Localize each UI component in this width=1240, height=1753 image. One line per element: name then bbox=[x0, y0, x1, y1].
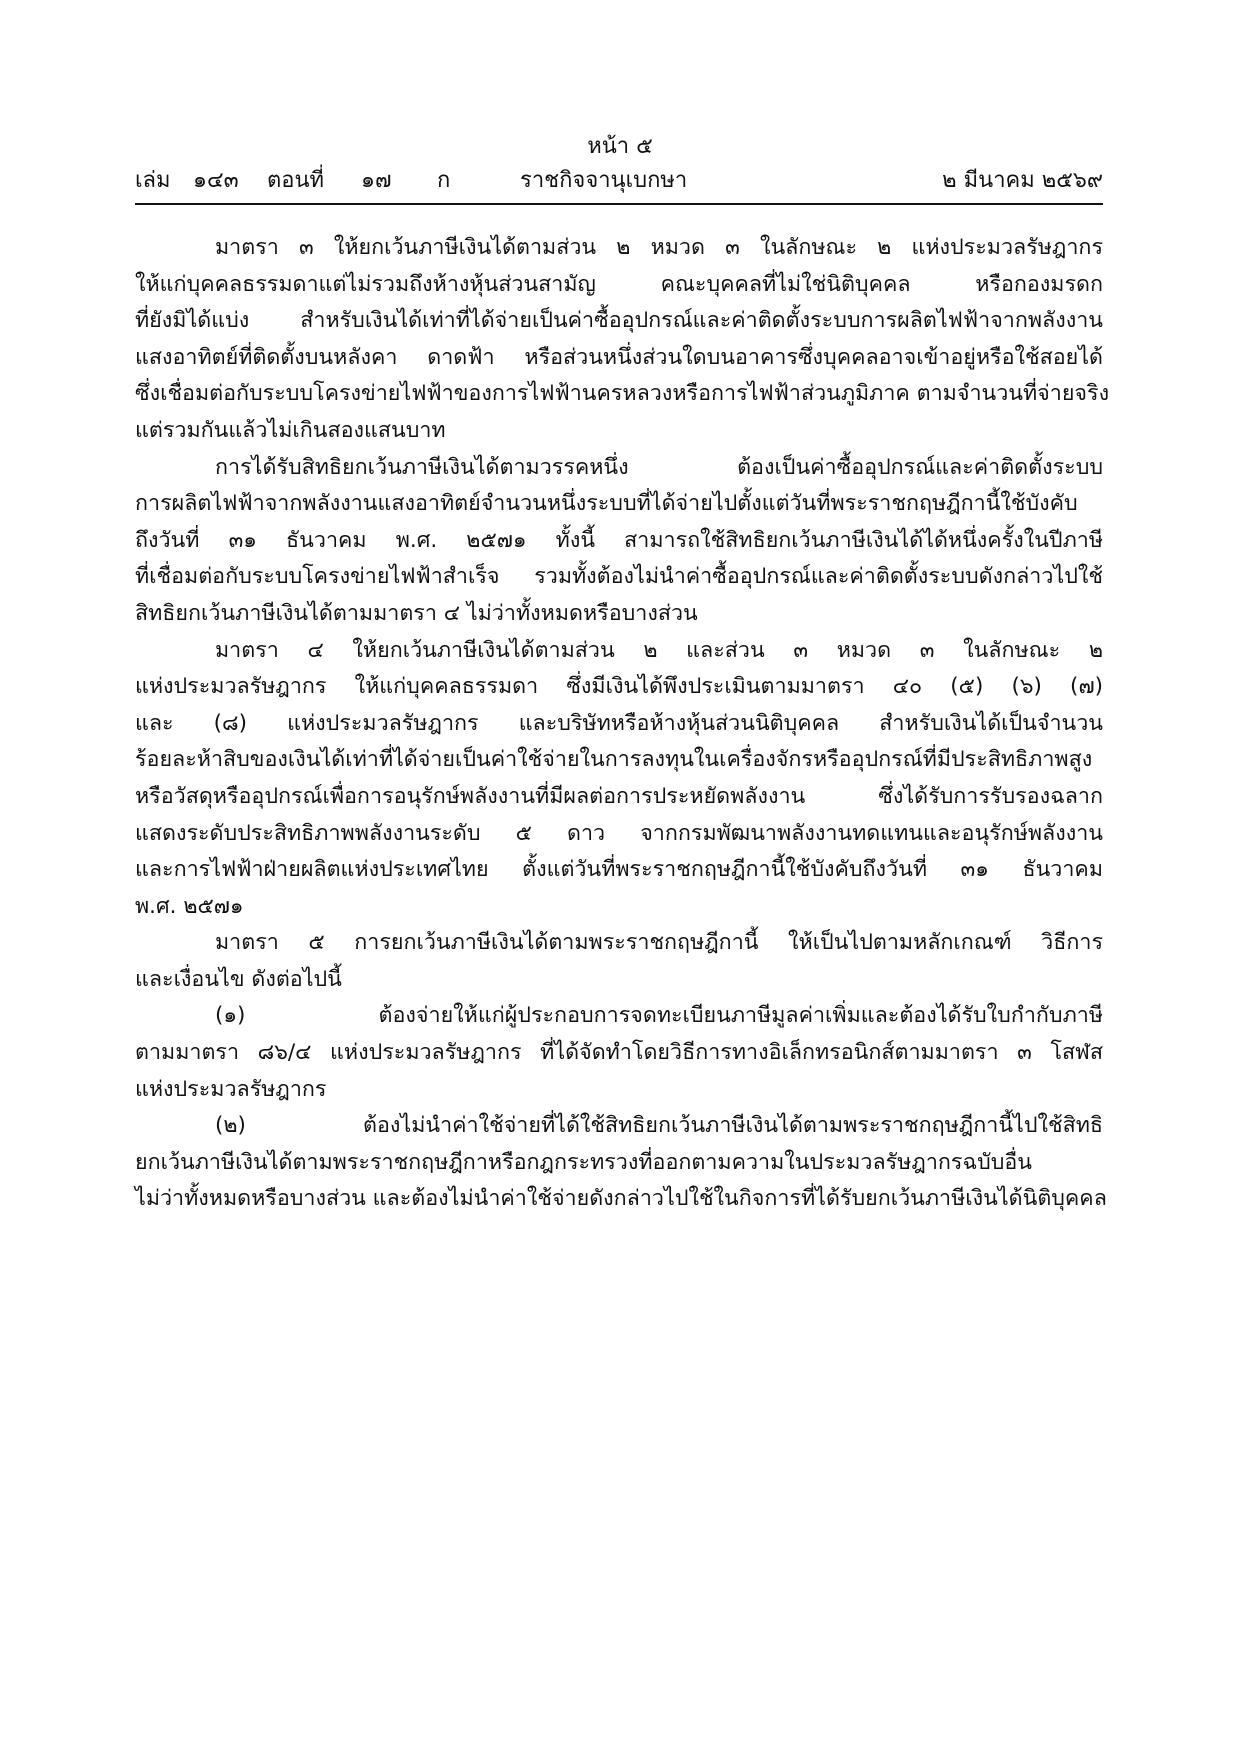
text-line: ให้แก่บุคคลธรรมดาแต่ไม่รวมถึงห้างหุ้นส่วนสามัญ คณะบุคคลที่ไม่ใช่นิติบุคคล หรือกองมรดก bbox=[135, 271, 1103, 297]
issue-label: ตอนที่ bbox=[267, 168, 325, 193]
text-line: และเงื่อนไข ดังต่อไปนี้ bbox=[135, 966, 342, 992]
text-line: มาตรา ๓ ให้ยกเว้นภาษีเงินได้ตามส่วน ๒ หมวด ๓ ในลักษณะ ๒ แห่งประมวลรัษฎากร bbox=[215, 235, 1103, 260]
text-line: (๒) ต้องไม่นำค่าใช้จ่ายที่ได้ใช้สิทธิยกเว้นภาษีเงินได้ตามพระราชกฤษฎีกานี้ไปใช้สิทธิ bbox=[215, 1113, 1103, 1139]
text-line: แสงอาทิตย์ที่ติดตั้งบนหลังคา ดาดฟ้า หรือส่วนหนึ่งส่วนใดบนอาคารซึ่งบุคคลอาจเข้าอยู่หรือใช้สอยได้ bbox=[135, 344, 1103, 370]
page-number: หน้า ๕ bbox=[587, 134, 653, 159]
text-line: พ.ศ. ๒๕๗๑ bbox=[135, 893, 244, 919]
volume-number: ๑๔๓ bbox=[193, 168, 239, 193]
document-body bbox=[135, 230, 1110, 1218]
text-line: ที่ยังมิได้แบ่ง สำหรับเงินได้เท่าที่ได้จ่ายเป็นค่าซื้ออุปกรณ์และค่าติดตั้งระบบการผลิตไฟฟ้าจากพลังงาน bbox=[135, 308, 1103, 334]
text-line: ตามมาตรา ๘๖/๔ แห่งประมวลรัษฎากร ที่ได้จัดทำโดยวิธีการทางอิเล็กทรอนิกส์ตามมาตรา ๓ โสฬส bbox=[135, 1040, 1103, 1066]
text-line: มาตรา ๕ การยกเว้นภาษีเงินได้ตามพระราชกฤษฎีกานี้ ให้เป็นไปตามหลักเกณฑ์ วิธีการ bbox=[215, 930, 1103, 956]
text-line: แต่รวมกันแล้วไม่เกินสองแสนบาท bbox=[135, 417, 446, 443]
text-line: และการไฟฟ้าฝ่ายผลิตแห่งประเทศไทย ตั้งแต่วันที่พระราชกฤษฎีกานี้ใช้บังคับถึงวันที่ ๓๑ ธันวาคม bbox=[135, 857, 1103, 883]
text-line: แห่งประมวลรัษฎากร ให้แก่บุคคลธรรมดา ซึ่งมีเงินได้พึงประเมินตามมาตรา ๔๐ (๕) (๖) (๗) bbox=[135, 674, 1103, 700]
publication-date: ๒ มีนาคม ๒๕๖๙ bbox=[942, 168, 1103, 193]
text-line: การได้รับสิทธิยกเว้นภาษีเงินได้ตามวรรคหนึ่ง ต้องเป็นค่าซื้ออุปกรณ์และค่าติดตั้งระบบ bbox=[215, 454, 1103, 480]
volume-label: เล่ม bbox=[135, 168, 171, 193]
text-line: ร้อยละห้าสิบของเงินได้เท่าที่ได้จ่ายเป็นค่าใช้จ่ายในการลงทุนในเครื่องจักรหรืออุปกรณ์ที่มีประสิทธิภาพสูง bbox=[135, 747, 1093, 773]
gazette-header bbox=[135, 162, 1103, 196]
text-line: (๑) ต้องจ่ายให้แก่ผู้ประกอบการจดทะเบียนภาษีมูลค่าเพิ่มและต้องได้รับใบกำกับภาษี bbox=[215, 1003, 1103, 1029]
text-line: ซึ่งเชื่อมต่อกับระบบโครงข่ายไฟฟ้าของการไฟฟ้านครหลวงหรือการไฟฟ้าส่วนภูมิภาค ตามจำนวนที่จ่ายจริง bbox=[135, 381, 1110, 407]
text-line: ถึงวันที่ ๓๑ ธันวาคม พ.ศ. ๒๕๗๑ ทั้งนี้ สามารถใช้สิทธิยกเว้นภาษีเงินได้ได้หนึ่งครั้งในปีภาษี bbox=[135, 527, 1103, 553]
header-divider bbox=[135, 203, 1103, 205]
text-line: ยกเว้นภาษีเงินได้ตามพระราชกฤษฎีกาหรือกฎกระทรวงที่ออกตามความในประมวลรัษฎากรฉบับอื่น bbox=[135, 1149, 1033, 1175]
text-line: การผลิตไฟฟ้าจากพลังงานแสงอาทิตย์จำนวนหนึ่งระบบที่ได้จ่ายไปตั้งแต่วันที่พระราชกฤษฎีกานี้ใช้บังคับ bbox=[135, 491, 1078, 517]
text-line: ที่เชื่อมต่อกับระบบโครงข่ายไฟฟ้าสำเร็จ รวมทั้งต้องไม่นำค่าซื้ออุปกรณ์และค่าติดตั้งระบบดังกล่าวไปใช้ bbox=[135, 564, 1103, 590]
text-line: ไม่ว่าทั้งหมดหรือบางส่วน และต้องไม่นำค่าใช้จ่ายดังกล่าวไปใช้ในกิจการที่ได้รับยกเว้นภาษีเงินได้นิติบุคคล bbox=[135, 1186, 1107, 1212]
issue-number: ๑๗ bbox=[361, 168, 392, 193]
text-line: มาตรา ๔ ให้ยกเว้นภาษีเงินได้ตามส่วน ๒ และส่วน ๓ หมวด ๓ ในลักษณะ ๒ bbox=[215, 637, 1103, 663]
text-line: แสดงระดับประสิทธิภาพพลังงานระดับ ๕ ดาว จากกรมพัฒนาพลังงานทดแทนและอนุรักษ์พลังงาน bbox=[135, 820, 1103, 846]
text-line: แห่งประมวลรัษฎากร bbox=[135, 1076, 327, 1102]
text-line: และ (๘) แห่งประมวลรัษฎากร และบริษัทหรือห้างหุ้นส่วนนิติบุคคล สำหรับเงินได้เป็นจำนวน bbox=[135, 710, 1103, 736]
issue-section: ก bbox=[437, 168, 451, 193]
text-line: สิทธิยกเว้นภาษีเงินได้ตามมาตรา ๔ ไม่ว่าทั้งหมดหรือบางส่วน bbox=[135, 600, 698, 626]
text-line: หรือวัสดุหรืออุปกรณ์เพื่อการอนุรักษ์พลังงานที่มีผลต่อการประหยัดพลังงาน ซึ่งได้รับการรับรองฉลาก bbox=[135, 783, 1103, 809]
publication-name: ราชกิจจานุเบกษา bbox=[520, 168, 688, 193]
